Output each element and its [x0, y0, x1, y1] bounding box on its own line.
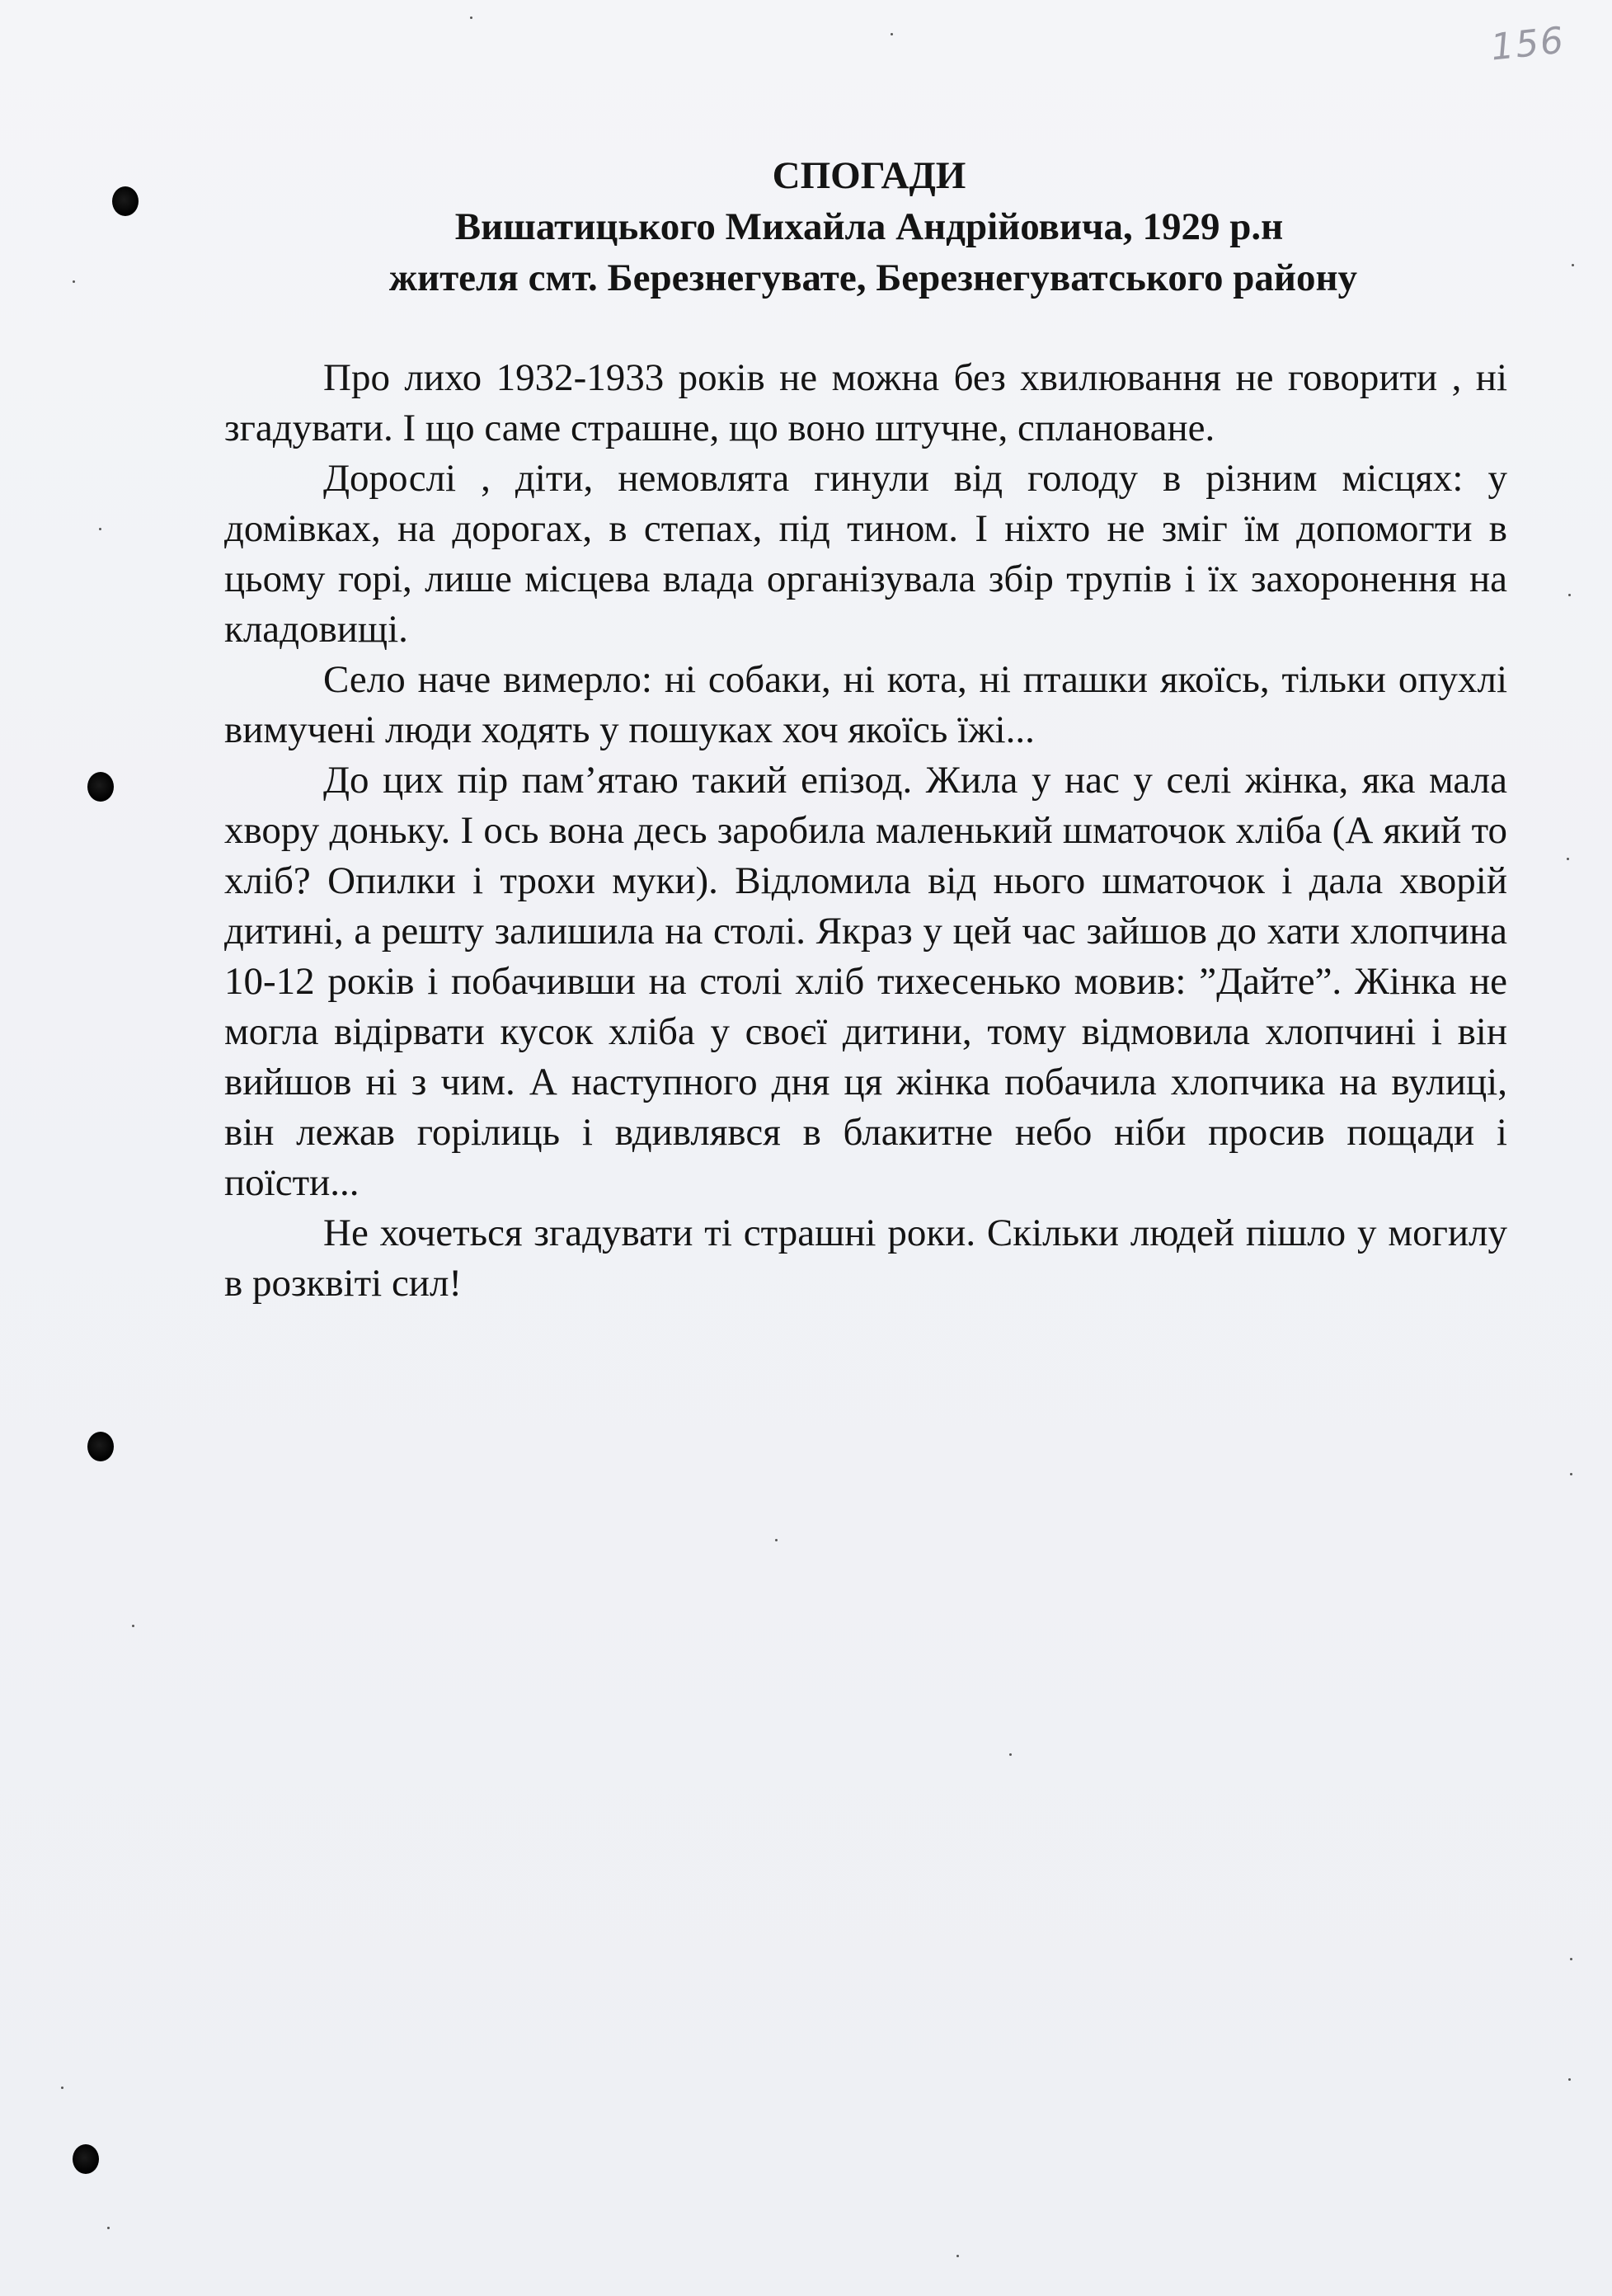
- author-name-line: Вишатицького Михайла Андрійовича, 1929 р.н: [454, 205, 1284, 248]
- punch-hole-3: [87, 1432, 114, 1461]
- scan-speck: [107, 2227, 110, 2229]
- paragraph: Дорослі , діти, немовлята гинули від голоду в різним місцях: у домівках, на дорогах, в степах, під тином. І ніхто не зміг їм допомогти в цьому горі, лише місцева влада організувала збір трупів і їх захоронення на кладовищі.: [224, 457, 1507, 651]
- scan-speck: [132, 1625, 134, 1627]
- paragraph: До цих пір пам’ятаю такий епізод. Жила у нас у селі жінка, яка мала хвору доньку. І ось вона десь заробила маленький шматочок хліба (А який то хліб? Опилки і трохи муки). Відломила від нього шматочок і дала хворій дитині, а решту залишила на столі. Якраз у цей час зайшов до хати хлопчина 10-12 років і побачивши на столі хліб тихесенько мовив: ”Дайте”. Жінка не могла відірвати кусок хліба у своєї дитини, тому відмовила хлопчині і він вийшов ні з чим. А наступного дня ця жінка побачила хлопчика на вулиці, він лежав горілиць і вдивлявся в блакитне небо ніби просив пощади і поїсти...: [224, 759, 1507, 1204]
- author-residence-line: жителя смт. Березнегувате, Березнегуватського району: [388, 256, 1358, 299]
- scan-speck: [891, 33, 893, 35]
- scan-speck: [1567, 858, 1569, 860]
- paragraph: Не хочеться згадувати ті страшні роки. Скільки людей пішло у могилу в розквіті сил!: [224, 1212, 1507, 1305]
- scan-speck: [1570, 1958, 1572, 1960]
- scan-speck: [61, 2087, 63, 2089]
- scan-speck: [99, 528, 101, 530]
- scan-speck: [1009, 1753, 1012, 1756]
- scan-speck: [1568, 594, 1571, 596]
- handwritten-page-number: 156: [1488, 19, 1567, 69]
- paragraph: Про лихо 1932-1933 років не можна без хвилювання не говорити , ні згадувати. І що саме страшне, що воно штучне, сплановане.: [224, 356, 1507, 449]
- scan-speck: [775, 1539, 778, 1541]
- punch-hole-4: [73, 2144, 99, 2174]
- paragraph: Село наче вимерло: ні собаки, ні кота, ні пташки якоїсь, тільки опухлі вимучені люди ходять у пошуках хоч якоїсь їжі...: [224, 658, 1507, 751]
- document-title: СПОГАДИ: [772, 154, 966, 197]
- memoir-body: [224, 353, 1507, 1309]
- scan-speck: [956, 2255, 959, 2257]
- scan-speck: [1568, 2078, 1571, 2081]
- scan-speck: [1570, 1473, 1572, 1475]
- scan-speck: [470, 16, 472, 19]
- punch-hole-2: [87, 772, 114, 802]
